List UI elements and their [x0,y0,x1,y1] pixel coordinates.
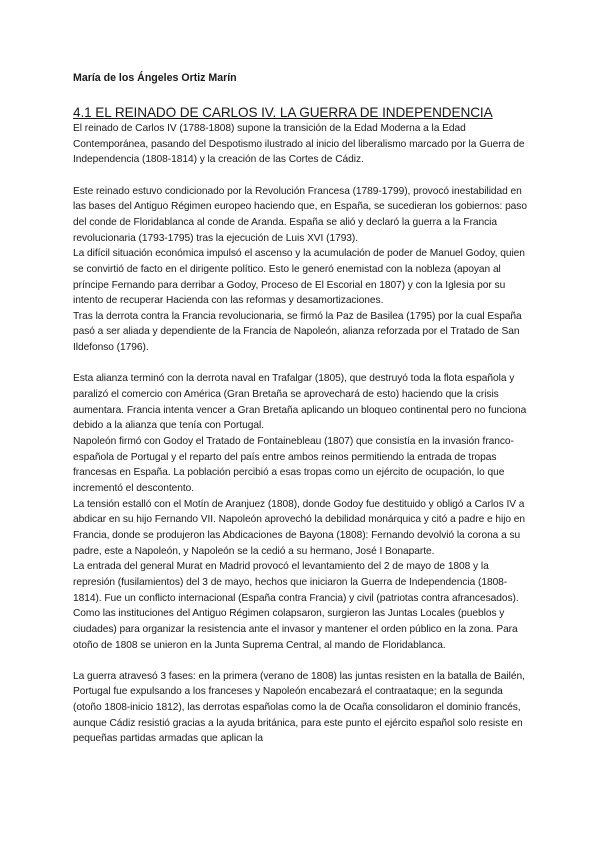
paragraph-fontainebleau: Napoleón firmó con Godoy el Tratado de Fontainebleau (1807) que consistía en la invasión franco-española de Portugal y el reparto del país entre ambos reinos permitiendo la entrada de tropas francesas en España. La población percibió a esas tropas como un ejército de ocupación, lo que incrementó el descontento. [73,436,514,494]
document-page [73,71,531,747]
paragraph-aranjuez: La tensión estalló con el Motín de Aranjuez (1808), donde Godoy fue destituido y obligó a Carlos IV a abdicar en su hijo Fernando VII. Napoleón aprovechó la debilidad monárquica y citó a padre e hijo en Francia, donde se produjeron las Abdicaciones de Bayona (1808): Fernando devolvió la corona a su padre, este a Napoleón, y Napoleón se la cedió a su hermano, José I Bonaparte. [73,498,526,557]
author-name: María de los Ángeles Ortiz Marín [73,72,237,84]
paragraph-godoy: La difícil situación económica impulsó el ascenso y la acumulación de poder de Manuel Godoy, quien se convirtió de facto en el dirigente político. Esto le generó enemistad con la nobleza (apoyan al príncipe Fernando para derribar a Godoy, Proceso de El Escorial en 1807) y con la Iglesia por su intento de recuperar Hacienda con las reformas y desamortizaciones. [73,248,525,307]
section-heading: 4.1 EL REINADO DE CARLOS IV. LA GUERRA DE INDEPENDENCIA [73,105,493,120]
paragraph-intro: El reinado de Carlos IV (1788-1808) supone la transición de la Edad Moderna a la Edad Contemporánea, pasando del Despotismo ilustrado al inicio del liberalismo marcado por la Guerra de Independencia (1808-1814) y la creación de las Cortes de Cádiz. [73,123,525,166]
paragraph-gap [73,168,531,184]
paragraph-fases-guerra: La guerra atravesó 3 fases: en la primera (verano de 1808) las juntas resisten en la batalla de Bailén, Portugal fue expulsando a los franceses y Napoleón encabezará el contraataque; en la segunda (otoño 1808-inicio 1812), las derrotas españolas como la de Ocaña consolidaron el dominio francés, aunque Cádiz resistió gracias a la ayuda británica, para este punto el ejército español solo resiste en pequeñas partidas armadas que aplican la [73,670,525,745]
paragraph-gap [73,356,531,372]
paragraph-revolucion-francesa: Este reinado estuvo condicionado por la Revolución Francesa (1789-1799), provocó inestabilidad en las bases del Antiguo Régimen europeo haciendo que, en España, se sucedieran los gobiernos: paso del conde de Floridablanca al conde de Aranda. España se alió y declaró la guerra a la Francia revolucionaria (1793-1795) tras la ejecución de Luis XVI (1793). [73,185,527,244]
paragraph-paz-basilea: Tras la derrota contra la Francia revolucionaria, se firmó la Paz de Basilea (1795) por la cual España pasó a ser aliada y dependiente de la Francia de Napoleón, alianza reforzada por el Tratado de San Ildefonso (1796). [73,310,522,354]
paragraph-trafalgar: Esta alianza terminó con la derrota naval en Trafalgar (1805), que destruyó toda la flota española y paralizó el comercio con América (Gran Bretaña se aprovechará de esto) haciendo que la crisis aumentara. Francia intenta vencer a Gran Bretaña aplicando un bloqueo continental pero no funciona debido a la alianza que tenía con Portugal. [73,373,527,432]
paragraph-gap [73,653,531,669]
paragraph-guerra-independencia: La entrada del general Murat en Madrid provocó el levantamiento del 2 de mayo de 1808 y la represión (fusilamientos) del 3 de mayo, hechos que iniciaron la Guerra de Independencia (1808-1814). Fue un conflicto internacional (España contra Francia) y civil (patriotas contra afrancesados). Como las instituciones del Antiguo Régimen colapsaron, surgieron las Juntas Locales (pueblos y ciudades) para organizar la resistencia ante el invasor y mantener el orden público en la zona. Para otoño de 1808 se unieron en la Junta Suprema Central, al mando de Floridablanca. [73,561,519,651]
